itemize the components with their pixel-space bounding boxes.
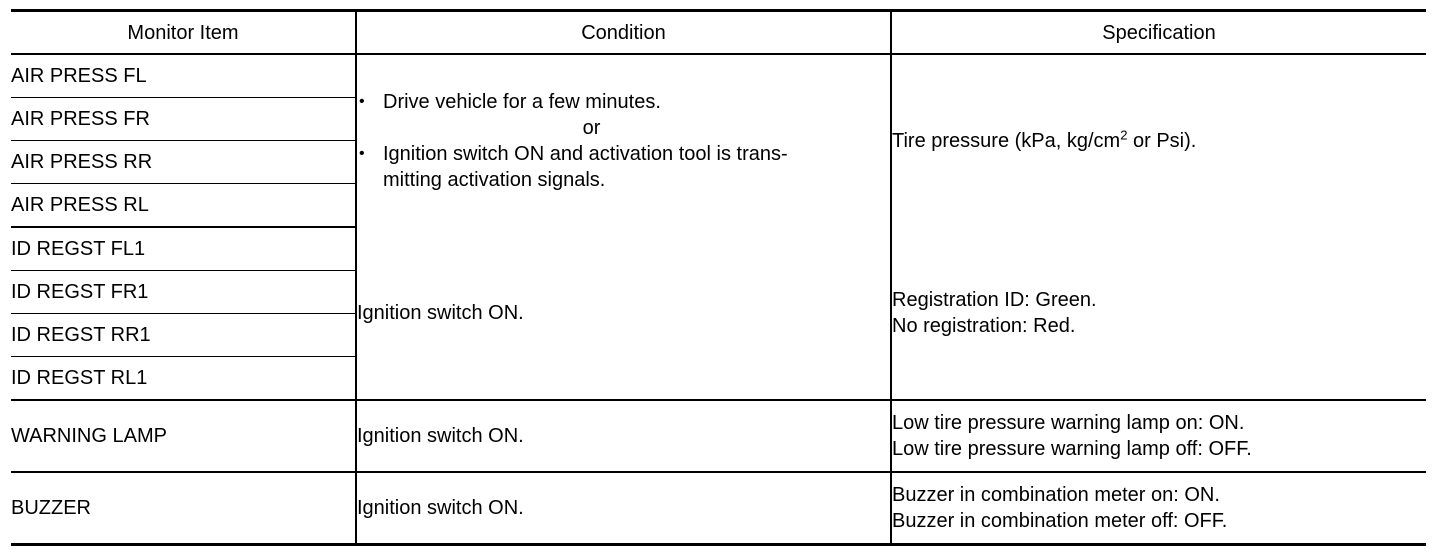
condition-cell-buzzer: Ignition switch ON. bbox=[356, 472, 891, 545]
spec-tire-pressure-prefix: Tire pressure (kPa, kg/cm bbox=[892, 130, 1121, 152]
monitor-item-id-regst-rl1: ID REGST RL1 bbox=[11, 357, 356, 401]
spec-warning-lamp-on: Low tire pressure warning lamp on: ON. bbox=[892, 412, 1245, 434]
bullet-dot-icon: • bbox=[359, 145, 365, 162]
bullet-dot-icon: • bbox=[359, 93, 365, 110]
monitor-spec-table bbox=[11, 9, 1426, 546]
header-specification: Specification bbox=[891, 11, 1426, 55]
header-monitor-item: Monitor Item bbox=[11, 11, 356, 55]
header-condition: Condition bbox=[356, 11, 891, 55]
condition-bullet-2-line-1: Ignition switch ON and activation tool is trans- bbox=[383, 143, 788, 165]
condition-cell-warning-lamp: Ignition switch ON. bbox=[356, 400, 891, 472]
condition-bullet-1 bbox=[357, 89, 890, 115]
condition-cell-id-regst: Ignition switch ON. bbox=[356, 227, 891, 400]
condition-bullet-2-line-2: mitting activation signals. bbox=[383, 169, 606, 191]
specification-cell-air-press bbox=[891, 54, 1426, 227]
table-row bbox=[11, 472, 1426, 545]
monitor-item-id-regst-fr1: ID REGST FR1 bbox=[11, 271, 356, 314]
condition-or-text: or bbox=[582, 117, 601, 139]
header-row bbox=[11, 11, 1426, 55]
monitor-item-warning-lamp: WARNING LAMP bbox=[11, 400, 356, 472]
spec-no-registration: No registration: Red. bbox=[892, 315, 1076, 337]
specification-cell-warning-lamp bbox=[891, 400, 1426, 472]
spec-buzzer-on: Buzzer in combination meter on: ON. bbox=[892, 484, 1220, 506]
monitor-item-id-regst-rr1: ID REGST RR1 bbox=[11, 314, 356, 357]
spec-buzzer-off: Buzzer in combination meter off: OFF. bbox=[892, 510, 1228, 532]
table-row bbox=[11, 400, 1426, 472]
condition-bullet-list bbox=[357, 89, 890, 193]
spec-tire-pressure-suffix: or Psi). bbox=[1127, 130, 1197, 152]
table-row bbox=[11, 54, 1426, 98]
specification-cell-buzzer bbox=[891, 472, 1426, 545]
monitor-item-air-press-rl: AIR PRESS RL bbox=[11, 184, 356, 228]
spec-tire-pressure-superscript: 2 bbox=[1120, 127, 1128, 143]
condition-bullet-1-text: Drive vehicle for a few minutes. bbox=[383, 91, 661, 113]
spec-warning-lamp-off: Low tire pressure warning lamp off: OFF. bbox=[892, 438, 1252, 460]
monitor-item-air-press-fr: AIR PRESS FR bbox=[11, 98, 356, 141]
specification-cell-id-regst bbox=[891, 227, 1426, 400]
monitor-item-buzzer: BUZZER bbox=[11, 472, 356, 545]
condition-bullet-2 bbox=[357, 141, 890, 193]
table-row bbox=[11, 227, 1426, 271]
spec-registration-id: Registration ID: Green. bbox=[892, 289, 1097, 311]
monitor-item-air-press-fl: AIR PRESS FL bbox=[11, 54, 356, 98]
monitor-item-id-regst-fl1: ID REGST FL1 bbox=[11, 227, 356, 271]
condition-or bbox=[357, 115, 890, 141]
monitor-item-air-press-rr: AIR PRESS RR bbox=[11, 141, 356, 184]
condition-cell-air-press bbox=[356, 54, 891, 227]
